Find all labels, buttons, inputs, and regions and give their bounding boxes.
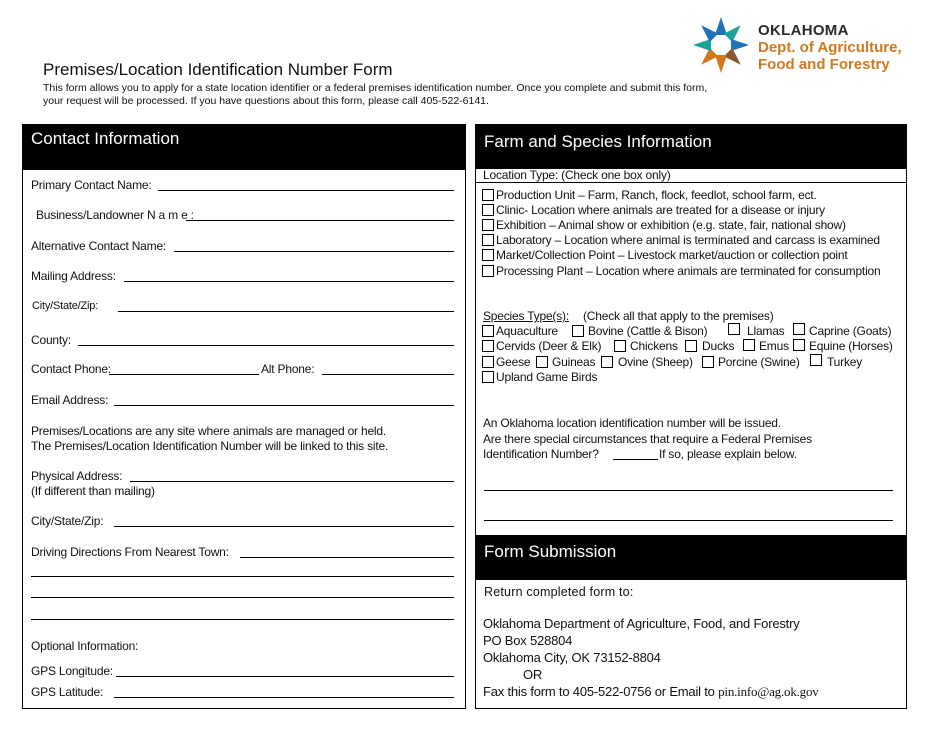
logo-line-2: Food and Forestry [758,56,890,73]
species-porcine-checkbox[interactable] [702,356,714,368]
location-production-checkbox[interactable] [482,189,494,201]
submission-fax-email [483,684,819,699]
location-type-label: Location Type: (Check one box only) [483,168,671,182]
gps-longitude-label: GPS Longitude: [31,664,113,678]
species-chickens-checkbox[interactable] [614,340,626,352]
logo-brand: OKLAHOMA [758,22,849,39]
driving-directions-field[interactable] [240,557,454,558]
species-cervids-checkbox[interactable] [482,340,494,352]
driving-directions-label: Driving Directions From Nearest Town: [31,545,229,559]
physical-address-field[interactable] [130,481,454,482]
species-porcine-label: Porcine (Swine) [718,355,800,369]
city-state-zip-label: City/State/Zip: [32,300,99,312]
species-ducks-label: Ducks [702,339,735,353]
location-processing-label: Processing Plant – Location where animals are terminated for consumption [496,264,881,278]
federal-answer-field[interactable] [613,459,658,460]
contact-phone-label: Contact Phone: [31,362,111,376]
submission-city: Oklahoma City, OK 73152-8804 [483,650,661,665]
species-ovine-checkbox[interactable] [601,356,613,368]
species-emus-label: Emus [759,339,789,353]
alt-phone-label: Alt Phone: [261,362,315,376]
explain-line-1[interactable] [484,490,893,491]
submission-email-link[interactable]: pin.info@ag.ok.gov [718,684,819,699]
federal-note-1: An Oklahoma location identification number will be issued. [483,416,781,430]
driving-directions-line-4[interactable] [31,619,454,620]
email-address-label: Email Address: [31,393,109,407]
submission-or: OR [523,667,543,682]
intro-line-2: your request will be processed. If you have questions about this form, please call 405-522-6141. [43,95,489,107]
alternative-contact-label: Alternative Contact Name: [31,239,167,253]
species-emus-checkbox[interactable] [743,339,755,351]
explain-line-2[interactable] [484,520,893,521]
species-chickens-label: Chickens [630,339,678,353]
gps-latitude-field[interactable] [114,697,454,698]
species-bovine-label: Bovine (Cattle & Bison) [588,324,708,338]
location-exhibition-checkbox[interactable] [482,219,494,231]
business-label: Business/Landowner N a m e : [36,208,194,222]
alternative-contact-field[interactable] [174,251,454,252]
species-ducks-checkbox[interactable] [685,340,697,352]
physical-address-label: Physical Address: [31,469,123,483]
species-aquaculture-checkbox[interactable] [482,325,494,337]
species-aquaculture-label: Aquaculture [496,324,558,338]
location-laboratory-checkbox[interactable] [482,234,494,246]
federal-note-2: Are there special circumstances that require a Federal Premises [483,432,812,446]
contact-phone-field[interactable] [109,374,259,375]
county-label: County: [31,333,71,347]
location-clinic-checkbox[interactable] [482,204,494,216]
submission-heading: Form Submission [475,536,907,580]
star-logo-icon [690,14,752,76]
premises-note-1: Premises/Locations are any site where animals are managed or held. [31,424,386,438]
primary-contact-label: Primary Contact Name: [31,178,152,192]
intro-line-1: This form allows you to apply for a state location identifier or a federal premises identification number. Once you complete and submit this form, [43,82,708,94]
species-llamas-checkbox[interactable] [728,323,740,335]
species-guineas-checkbox[interactable] [536,356,548,368]
gps-latitude-label: GPS Latitude: [31,685,104,699]
mailing-address-field[interactable] [124,281,454,282]
location-market-label: Market/Collection Point – Livestock market/auction or collection point [496,248,848,262]
species-ovine-label: Ovine (Sheep) [618,355,693,369]
location-laboratory-label: Laboratory – Location where animal is terminated and carcass is examined [496,233,880,247]
city-state-zip-2-label: City/State/Zip: [31,514,104,528]
species-geese-checkbox[interactable] [482,356,494,368]
species-equine-checkbox[interactable] [793,339,805,351]
email-address-field[interactable] [114,405,454,406]
location-production-label: Production Unit – Farm, Ranch, flock, feedlot, school farm, ect. [496,188,817,202]
city-state-zip-field[interactable] [118,311,454,312]
location-market-checkbox[interactable] [482,249,494,261]
optional-info-label: Optional Information: [31,639,139,653]
species-geese-label: Geese [496,355,531,369]
county-field[interactable] [78,345,454,346]
location-processing-checkbox[interactable] [482,265,494,277]
mailing-address-label: Mailing Address: [31,269,116,283]
driving-directions-line-3[interactable] [31,597,454,598]
species-cervids-label: Cervids (Deer & Elk) [496,339,602,353]
submission-po-box: PO Box 528804 [483,633,573,648]
alt-phone-field[interactable] [322,374,454,375]
submission-org: Oklahoma Department of Agriculture, Food, and Forestry [483,616,800,631]
city-state-zip-2-field[interactable] [114,526,454,527]
location-clinic-label: Clinic- Location where animals are treated for a disease or injury [496,203,825,217]
species-guineas-label: Guineas [552,355,596,369]
species-turkey-checkbox[interactable] [810,354,822,366]
return-label: Return completed form to: [484,585,634,599]
species-type-label: Species Type(s): [483,309,569,323]
species-caprine-checkbox[interactable] [793,323,805,335]
logo-line-1: Dept. of Agriculture, [758,39,902,56]
federal-note-3b: If so, please explain below. [659,447,797,461]
driving-directions-line-2[interactable] [31,576,454,577]
physical-address-note: (If different than mailing) [31,484,155,498]
logo-text [758,22,902,73]
species-type-hint: (Check all that apply to the premises) [583,309,774,323]
form-intro [43,82,763,108]
species-llamas-label: Llamas [747,324,785,338]
federal-note-3a: Identification Number? [483,447,599,461]
contact-heading: Contact Information [22,124,466,170]
species-upland-checkbox[interactable] [482,371,494,383]
species-equine-label: Equine (Horses) [809,339,893,353]
premises-note-2: The Premises/Location Identification Number will be linked to this site. [31,439,389,453]
form-title: Premises/Location Identification Number Form [43,60,393,79]
species-turkey-label: Turkey [827,355,863,369]
primary-contact-field[interactable] [158,190,454,191]
species-upland-label: Upland Game Birds [496,370,598,384]
species-caprine-label: Caprine (Goats) [809,324,892,338]
fax-email-text: Fax this form to 405-522-0756 or Email to [483,684,715,699]
farm-heading: Farm and Species Information [475,124,907,169]
business-field[interactable] [186,220,454,221]
gps-longitude-field[interactable] [116,676,454,677]
location-exhibition-label: Exhibition – Animal show or exhibition (e.g. state, fair, national show) [496,218,846,232]
species-bovine-checkbox[interactable] [572,325,584,337]
location-type-divider [475,182,907,183]
